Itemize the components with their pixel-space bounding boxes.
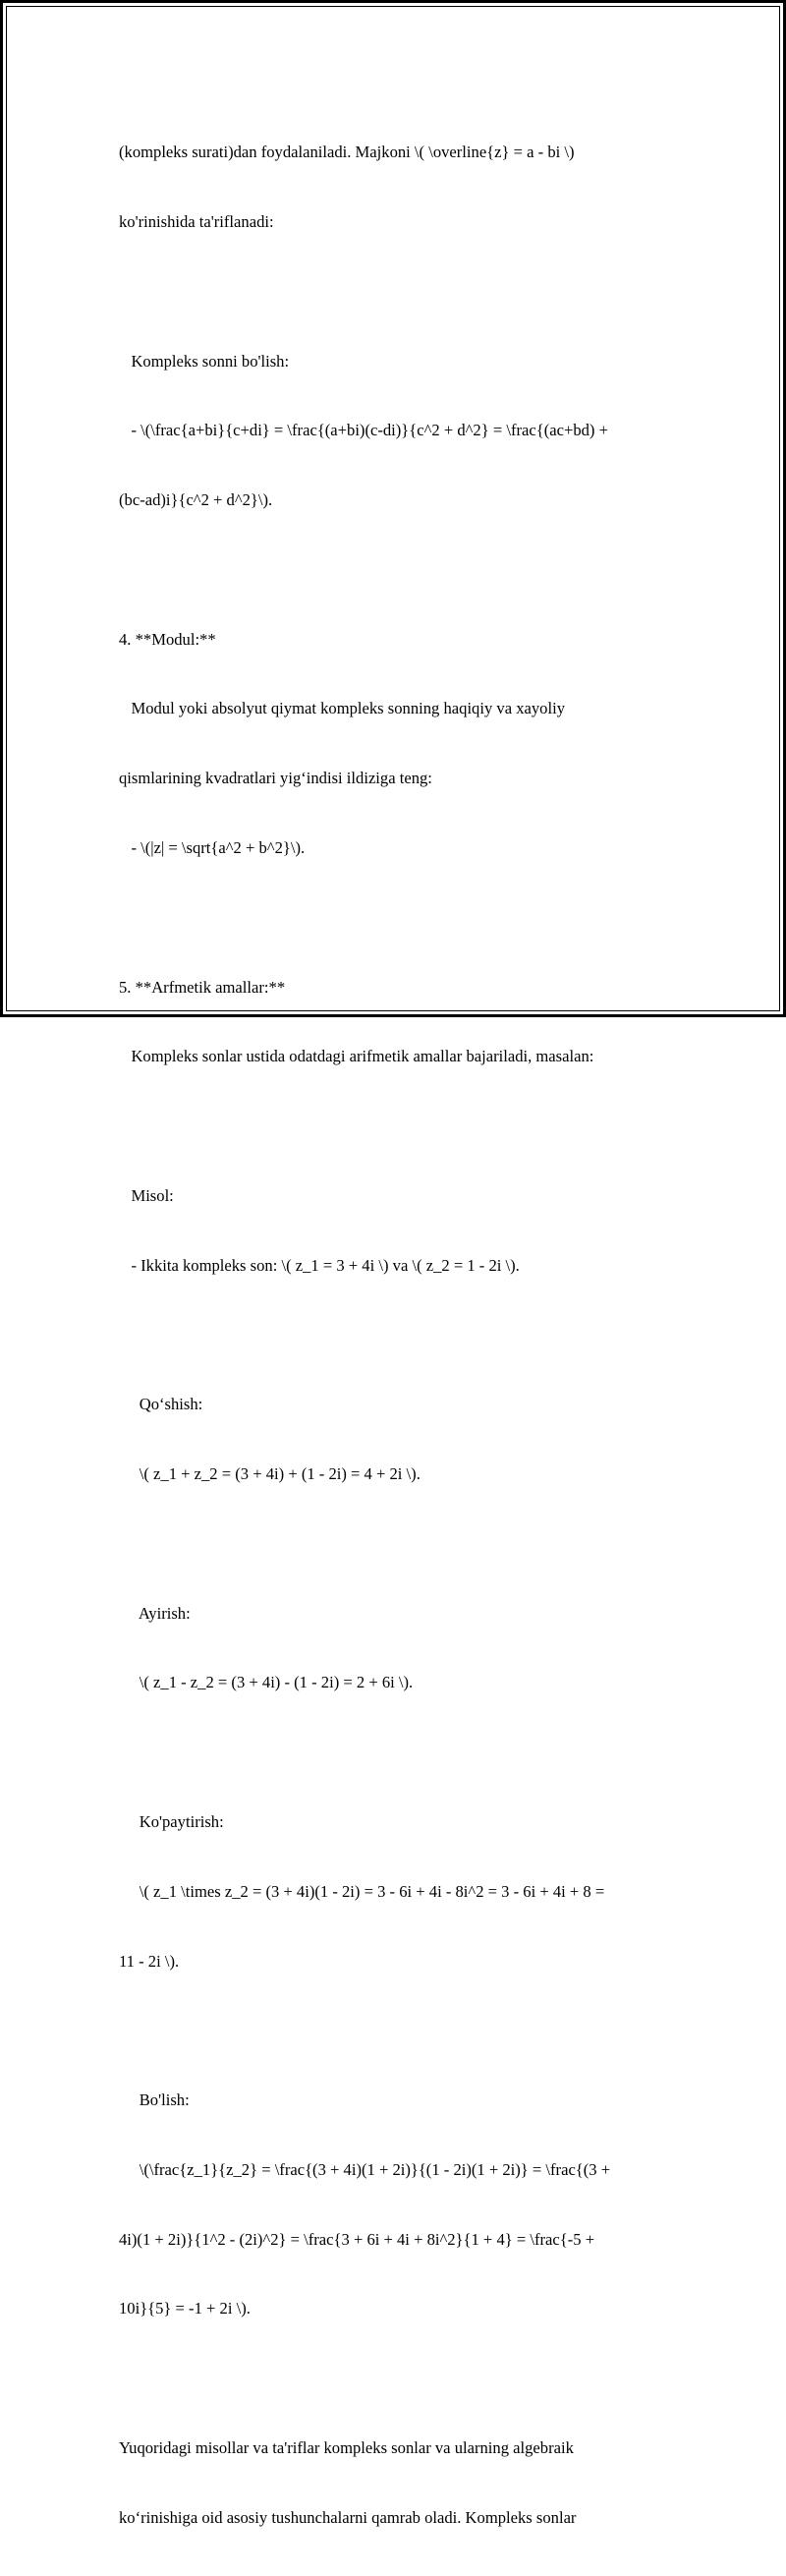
text-line: - Ikkita kompleks son: \( z_1 = 3 + 4i \) va \( z_2 = 1 - 2i \). — [119, 1255, 520, 1275]
text-line: ko‘rinishiga oid asosiy tushunchalarni qamrab oladi. Kompleks sonlar — [119, 2507, 577, 2527]
section-heading: 5. **Arfmetik amallar:** — [119, 977, 286, 997]
text-line: Qo‘shish: — [119, 1395, 203, 1414]
blank-line — [119, 2019, 669, 2042]
blank-line — [119, 2367, 669, 2390]
text-line: Modul yoki absolyut qiymat kompleks sonning haqiqiy va xayoliy — [119, 699, 565, 718]
text-line: \( z_1 - z_2 = (3 + 4i) - (1 - 2i) = 2 + 6i \). — [119, 1673, 414, 1692]
text-line: Misol: — [119, 1185, 174, 1205]
blank-line — [119, 280, 669, 304]
text-line: Ko'paytirish: — [119, 1811, 224, 1831]
blank-line — [119, 558, 669, 582]
text-line: \(\frac{z_1}{z_2} = \frac{(3 + 4i)(1 + 2i)}{(1 - 2i)(1 + 2i)} = \frac{(3 + — [119, 2159, 611, 2179]
text-line: ko'rinishida ta'riflanadi: — [119, 211, 274, 231]
blank-line — [119, 1741, 669, 1764]
text-line: Bo'lish: — [119, 2090, 190, 2110]
text-line: Kompleks sonlar ustida odatdagi arifmetik amallar bajariladi, masalan: — [119, 1047, 594, 1066]
text-line: \( z_1 + z_2 = (3 + 4i) + (1 - 2i) = 4 + 2i \). — [119, 1464, 421, 1484]
text-line: 4i)(1 + 2i)}{1^2 - (2i)^2} = \frac{3 + 6i + 4i + 8i^2}{1 + 4} = \frac{-5 + — [119, 2229, 595, 2249]
section-heading: 4. **Modul:** — [119, 629, 216, 649]
text-line: qismlarining kvadratlari yig‘indisi ildiziga teng: — [119, 769, 432, 788]
blank-line — [119, 906, 669, 930]
document-body — [119, 94, 669, 2576]
text-line: Ayirish: — [119, 1603, 191, 1623]
blank-line — [119, 1532, 669, 1556]
text-line: (kompleks surati)dan foydalaniladi. Majkoni \( \overline{z} = a - bi \) — [119, 143, 575, 162]
text-line: 11 - 2i \). — [119, 1951, 180, 1971]
text-line: 10i}{5} = -1 + 2i \). — [119, 2299, 251, 2318]
blank-line — [119, 1115, 669, 1138]
text-line: \( z_1 \times z_2 = (3 + 4i)(1 - 2i) = 3 - 6i + 4i - 8i^2 = 3 - 6i + 4i + 8 = — [119, 1881, 605, 1901]
text-line: Yuqoridagi misollar va ta'riflar kompleks sonlar va ularning algebraik — [119, 2437, 574, 2457]
blank-line — [119, 1323, 669, 1346]
text-line: (bc-ad)i}{c^2 + d^2}\). — [119, 490, 273, 510]
text-line: - \(\frac{a+bi}{c+di} = \frac{(a+bi)(c-di)}{c^2 + d^2} = \frac{(ac+bd) + — [119, 421, 608, 440]
text-line: - \(|z| = \sqrt{a^2 + b^2}\). — [119, 838, 306, 857]
text-line: Kompleks sonni bo'lish: — [119, 351, 290, 371]
